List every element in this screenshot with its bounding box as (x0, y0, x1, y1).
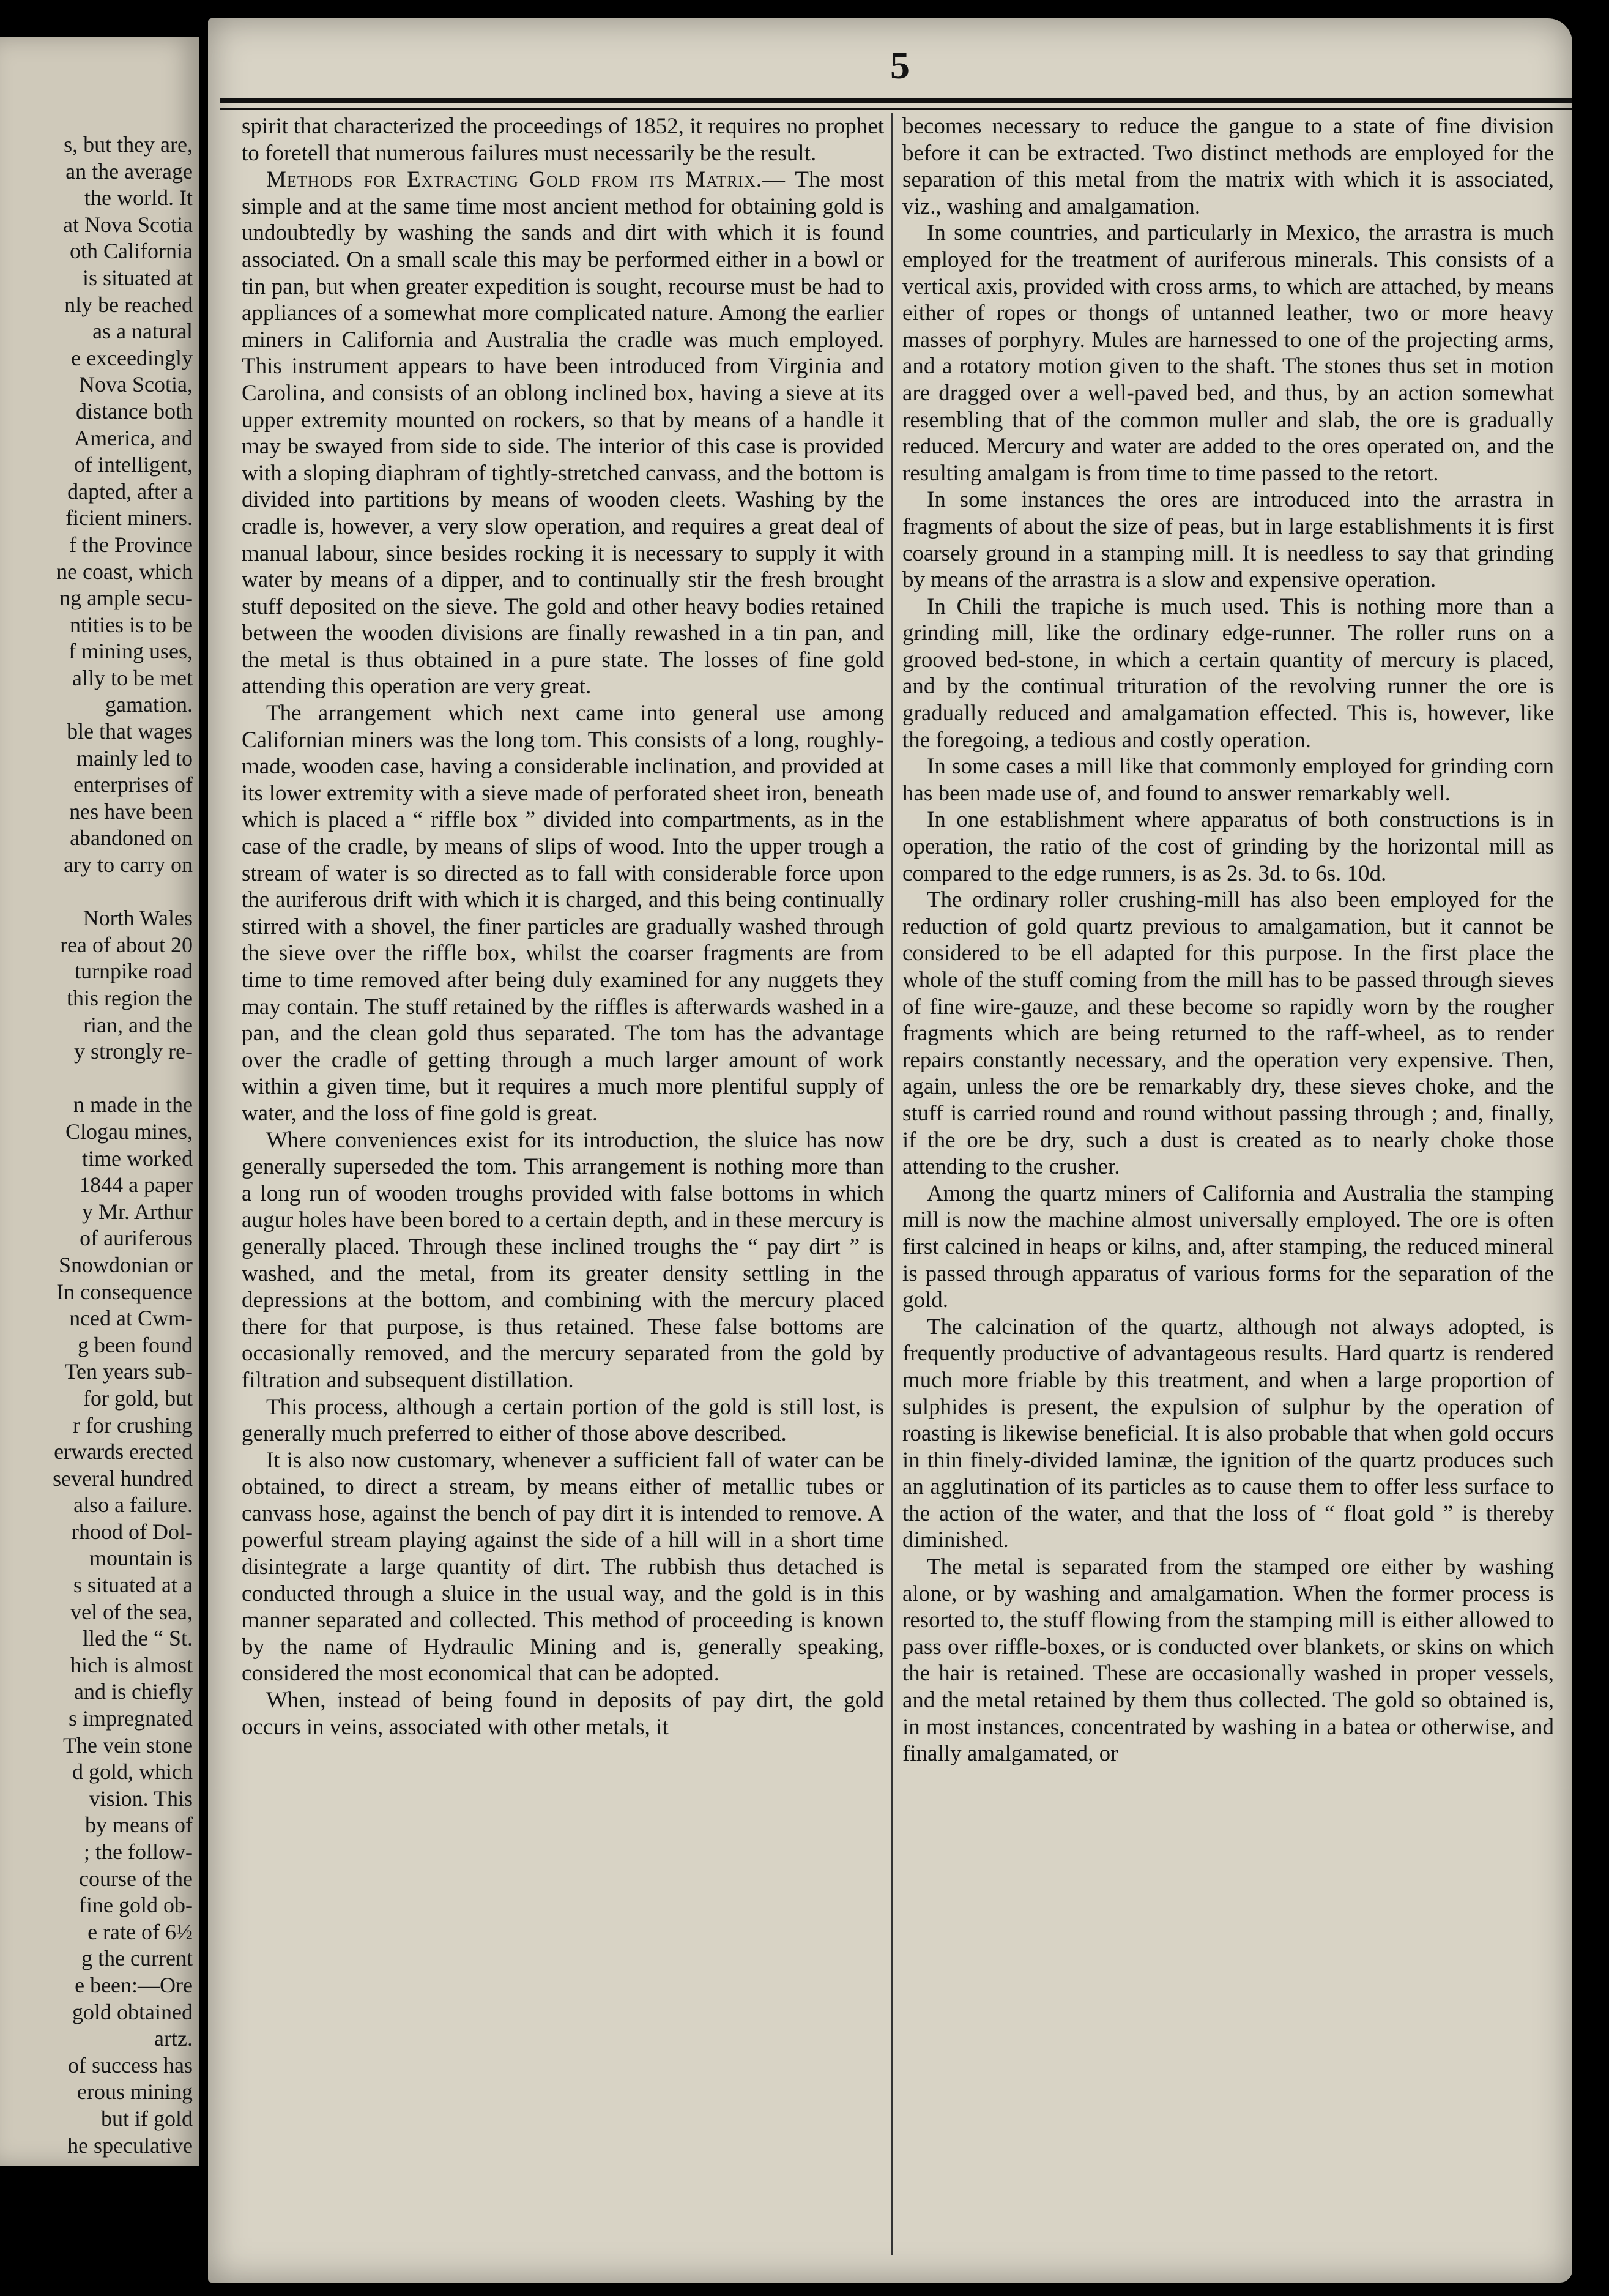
previous-page-line: y strongly re- (74, 1039, 193, 1064)
previous-page-line: he speculative (67, 2133, 193, 2158)
article-paragraph (902, 1314, 1554, 1554)
previous-page-line: Clogau mines, (65, 1119, 193, 1144)
article-paragraph (902, 220, 1554, 486)
paragraph-text: When, instead of being found in deposits of pay dirt, the gold occurs in veins, associated with other metals, it (242, 1688, 884, 1740)
previous-page-line: ; the follow- (84, 1839, 193, 1864)
previous-page-line: r for crushing (73, 1412, 193, 1437)
previous-page-line: Ten years sub- (64, 1359, 193, 1384)
previous-page-line: is situated at (83, 265, 193, 290)
page-number: 5 (890, 43, 910, 87)
paragraph-text: It is also now customary, whenever a sufficient fall of water can be obtained, to direct a stream, by means either of metallic tubes or canvass hose, against the bench of pay dirt it is intended to remove. A powerful stream playing against the side of a hill will in a short time disintegrate a large quantity of dirt. The rubbish thus detached is conducted through a sluice in the usual way, and the gold is in this manner separated and collected. This method of proceeding is known by the name of Hydraulic Mining and is, generally speaking, considered the most economical that can be adopted. (242, 1447, 884, 1687)
previous-page-line: ble that wages (67, 719, 193, 744)
previous-page-line: hich is almost (70, 1652, 193, 1677)
previous-page-line (0, 1065, 199, 1092)
paragraph-text: In some countries, and particularly in Mexico, the arrastra is much employed for the treatment of auriferous minerals. This consists of a vertical axis, provided with cross arms, to which are attached, by means either of ropes or thongs of untanned leather, two or more heavy masses of porphyry. Mules are harnessed to one of the projecting arms, and a rotatory motion given to the shaft. The stones thus set in motion are dragged over a well-paved bed, and thus, by an action somewhat resembling that of the common muller and slab, the ore is gradually reduced. Mercury and water are added to the ores operated on, and the resulting amalgam is from time to time passed to the retort. (902, 220, 1554, 486)
previous-page-line: also a failure. (73, 1493, 193, 1518)
previous-page-line: for gold, but (83, 1385, 193, 1411)
article-column-right (902, 113, 1554, 1767)
previous-page-line: turnpike road (75, 959, 193, 984)
previous-page-line: The vein stone (63, 1732, 193, 1757)
previous-page-line: of success has (68, 2052, 193, 2078)
previous-page-line: erous mining (77, 2079, 193, 2104)
previous-page-line: America, and (74, 425, 193, 450)
previous-page-line: ng ample secu- (59, 586, 193, 611)
previous-page-line: g the current (81, 1946, 193, 1971)
previous-page-line: fine gold ob- (79, 1893, 193, 1918)
previous-page-line: ne coast, which (56, 559, 193, 584)
article-paragraph (902, 1554, 1554, 1767)
previous-page-line: y Mr. Arthur (81, 1199, 193, 1224)
paragraph-text: becomes necessary to reduce the gangue to a state of fine division before it can be extracted. Two distinct methods are employed for the separation of this metal from the matrix with which it is associated, viz., washing and amalgamation. (902, 114, 1554, 219)
previous-page-line: ntities is to be (70, 612, 193, 637)
paragraph-text: This process, although a certain portion of the gold is still lost, is generally much preferred to either of those above described. (242, 1394, 884, 1447)
paragraph-text: The calcination of the quartz, although not always adopted, is frequently productive of advantageous results. Hard quartz is rendered much more friable by this treatment, and when a large proportion of sulphides is present, the expulsion of sulphur by the operation of roasting is likewise beneficial. It is also probable that when gold occurs in thin finely-divided laminæ, the ignition of the quartz produces such an agglutination of its particles as to cause them to offer less surface to the action of the water, and that the loss of “ float gold ” is thereby diminished. (902, 1314, 1554, 1553)
previous-page-line: vel of the sea, (70, 1599, 193, 1624)
previous-page-line: vision. This (89, 1786, 193, 1811)
column-divider (891, 113, 893, 2255)
previous-page-line: 1844 a paper (79, 1172, 193, 1198)
article-paragraph (242, 1127, 884, 1394)
previous-page-line: s situated at a (73, 1573, 193, 1598)
previous-page-line: ficient miners. (65, 505, 193, 531)
previous-page-line: course of the (79, 1866, 193, 1891)
previous-page-line: ally to be met (72, 665, 193, 690)
article-paragraph (242, 113, 884, 166)
article-paragraph (902, 486, 1554, 593)
article-paragraph (902, 1180, 1554, 1314)
article-paragraph (902, 753, 1554, 807)
previous-page-line: as a natural (92, 319, 193, 344)
previous-page-line: gamation. (105, 692, 193, 717)
previous-page-line: s, but they are, (64, 132, 193, 157)
paragraph-text: spirit that characterized the proceedings of 1852, it requires no prophet to foretell that numerous failures must necessarily be the result. (242, 114, 884, 166)
previous-page-line: rea of about 20 (60, 932, 193, 957)
paragraph-text: In one establishment where apparatus of both constructions is in operation, the ratio of the cost of grinding by the horizontal mill as compared to the edge runners, is as 2s. 3d. to 6s. 10d. (902, 807, 1554, 886)
previous-page-line: at Nova Scotia (63, 212, 193, 237)
previous-page-line: this region the (67, 986, 193, 1010)
previous-page-line: rian, and the (83, 1012, 193, 1037)
article-paragraph (902, 887, 1554, 1180)
paragraph-text: The ordinary roller crushing-mill has also been employed for the reduction of gold quartz previous to amalgamation, but it cannot be considered to be ell adapted for this purpose. In the first place the whole of the stuff coming from the mill has to be passed through sieves of fine wire-gauze, and these become so rapidly worn by the rougher fragments which are being returned to the raff-wheel, as to render repairs constantly necessary, and the operation very expensive. Then, again, unless the ore be remarkably dry, these sieves choke, and the stuff is carried round and round without passing through ; and, finally, if the ore be dry, such a dust is created as to nearly choke those attending to the crusher. (902, 887, 1554, 1180)
previous-page-line: nced at Cwm- (69, 1306, 193, 1331)
paragraph-text: In Chili the trapiche is much used. This is nothing more than a grinding mill, like the ordinary edge-runner. The roller runs on a grooved bed-stone, in which a certain quantity of mercury is placed, and by the continual trituration of the revolving runner the ore is gradually reduced and amalgamation effected. This is, however, like the foregoing, a tedious and costly operation. (902, 594, 1554, 753)
previous-page-line: d gold, which (72, 1759, 193, 1784)
previous-page-line: mainly led to (76, 745, 193, 770)
previous-page-line: and is chiefly (74, 1679, 193, 1704)
previous-page-line: of intelligent, (74, 452, 193, 477)
article-paragraph (902, 594, 1554, 754)
previous-page-line: North Wales (83, 906, 193, 931)
paragraph-text: The metal is separated from the stamped ore either by washing alone, or by washing and amalgamation. When the former process is resorted to, the stuff flowing from the stamping mill is either allowed to pass over riffle-boxes, or is conducted over blankets, or skins on which the hair is retained. These are occasionally washed in proper vessels, and the metal retained by them thus collected. The gold so obtained is, in most instances, concentrated by washing in a batea or otherwise, and finally amalgamated, or (902, 1554, 1554, 1767)
previous-page-line: distance both (76, 398, 193, 423)
previous-page-line: In consequence (56, 1279, 193, 1304)
previous-page-line: by means of (85, 1813, 193, 1838)
previous-page-column (0, 37, 199, 2166)
previous-page-line: lled the “ St. (83, 1626, 193, 1651)
previous-page-line: Nova Scotia, (79, 372, 193, 397)
previous-page-line: s impregnated (69, 1706, 193, 1731)
previous-page-line: an the average (65, 158, 193, 184)
header-rule (220, 98, 1572, 103)
paragraph-text: Among the quartz miners of California and Australia the stamping mill is now the machine almost universally employed. The ore is often first calcined in heaps or kilns, and, after stamping, the reduced mineral is passed through apparatus of various forms for the separation of the gold. (902, 1180, 1554, 1313)
previous-page-line: nes have been (69, 799, 193, 824)
previous-page-line: artz. (154, 2026, 193, 2051)
previous-page-line: but if gold (101, 2106, 193, 2131)
paragraph-text: The most simple and at the same time most ancient method for obtaining gold is undoubtedly by washing the sands and dirt with which it is found associated. On a small scale this may be performed either in a bowl or tin pan, but when greater expedition is sought, recourse must be had to appliances of a somewhat more complicated nature. Among the earlier miners in California and Australia the cradle was much employed. This instrument appears to have been introduced from Virginia and Carolina, and consists of an oblong inclined box, having a sieve at its upper extremity mounted on rockers, so that by means of a handle it may be swayed from side to side. The interior of this case is provided with a sloping diaphram of tightly-stretched canvass, and the bottom is divided into partitions by means of wooden cleets. Washing by the cradle is, however, a very slow operation, and requires a great deal of manual labour, since besides rocking it is necessary to supply it with water by means of a dipper, and to continually stir the fresh brought stuff deposited on the sieve. The gold and other heavy bodies retained between the wooden divisions are finally rewashed in a tin pan, and the metal is thus obtained in a pure state. The losses of fine gold attending this operation are very great. (242, 167, 884, 699)
previous-page-line: n made in the (73, 1092, 193, 1117)
previous-page-line: e rate of 6½ (87, 1919, 193, 1944)
article-paragraph (242, 1447, 884, 1687)
previous-page-line: dapted, after a (67, 479, 193, 504)
previous-page-line: ary to carry on (64, 852, 193, 878)
previous-page-line: nly be reached (64, 292, 193, 317)
paragraph-text: In some instances the ores are introduced into the arrastra in fragments of about the size of peas, but in large establishments it is first coarsely ground in a stamping mill. It is needless to say that grinding by means of the arrastra is a slow and expensive operation. (902, 487, 1554, 593)
previous-page-line: rhood of Dol- (72, 1519, 193, 1544)
previous-page-line: mountain is (89, 1546, 193, 1571)
previous-page-line: abandoned on (70, 826, 193, 851)
previous-page-line: e been:—Ore (75, 1972, 193, 1997)
article-paragraph (242, 1687, 884, 1740)
newspaper-page (208, 18, 1572, 2283)
previous-page-line: f mining uses, (69, 639, 193, 664)
previous-page-lines (0, 132, 199, 2159)
article-paragraph (242, 1394, 884, 1447)
previous-page-line: the world. It (84, 185, 193, 211)
previous-page-line: enterprises of (73, 772, 193, 797)
section-heading: Methods for Extracting Gold from its Matrix.— (266, 167, 786, 193)
previous-page-line: several hundred (53, 1466, 193, 1491)
paragraph-text: Where conveniences exist for its introduction, the sluice has now generally superseded the tom. This arrangement is nothing more than a long run of wooden troughs provided with false bottoms in which augur holes have been bored to a certain depth, and in these mercury is generally placed. Through these inclined troughs the “ pay dirt ” is washed, and the metal, from its greater density settling in the depressions at the bottom, and combining with the mercury placed there for that purpose, is thus retained. These false bottoms are occasionally removed, and the mercury separated from the gold by filtration and subsequent distillation. (242, 1127, 885, 1393)
paragraph-text: The arrangement which next came into general use among Californian miners was the long tom. This consists of a long, roughly-made, wooden case, having a considerable inclination, and provided at its lower extremity with a sieve made of perforated sheet iron, beneath which is placed a “ riffle box ” divided into compartments, as in the case of the cradle, by means of slips of wood. Into the upper trough a stream of water is so directed as to fall with considerable force upon the auriferous drift with which it is charged, and this being continually stirred with a shovel, the finer particles are gradually washed through the sieve over the riffle box, whilst the coarser fragments are from time to time removed after being duly examined for any nuggets they may contain. The stuff retained by the riffles is afterwards washed in a pan, and the clean gold thus separated. The tom has the advantage over the cradle of getting through a much larger amount of work within a given time, but it requires a much more plentiful supply of water, and the loss of fine gold is great. (242, 701, 884, 1126)
article-paragraph (242, 700, 884, 1127)
article-paragraph (902, 807, 1554, 887)
previous-page-line: e exceedingly (71, 345, 193, 370)
article-column-middle (242, 113, 884, 1740)
previous-page-line (0, 879, 199, 906)
article-paragraph (902, 113, 1554, 220)
previous-page-line: g been found (78, 1332, 193, 1357)
previous-page-line: f the Province (69, 532, 193, 557)
previous-page-line: erwards erected (54, 1439, 193, 1464)
paragraph-text: In some cases a mill like that commonly employed for grinding corn has been made use of, and found to answer remarkably well. (902, 754, 1554, 806)
previous-page-line: oth California (70, 239, 193, 264)
previous-page-line: of auriferous (80, 1226, 193, 1251)
previous-page-line: Snowdonian or (59, 1252, 193, 1277)
previous-page-line: gold obtained (72, 1999, 193, 2024)
previous-page-line: time worked (82, 1146, 193, 1171)
header-rule-thin (220, 108, 1572, 110)
article-paragraph (242, 166, 884, 700)
